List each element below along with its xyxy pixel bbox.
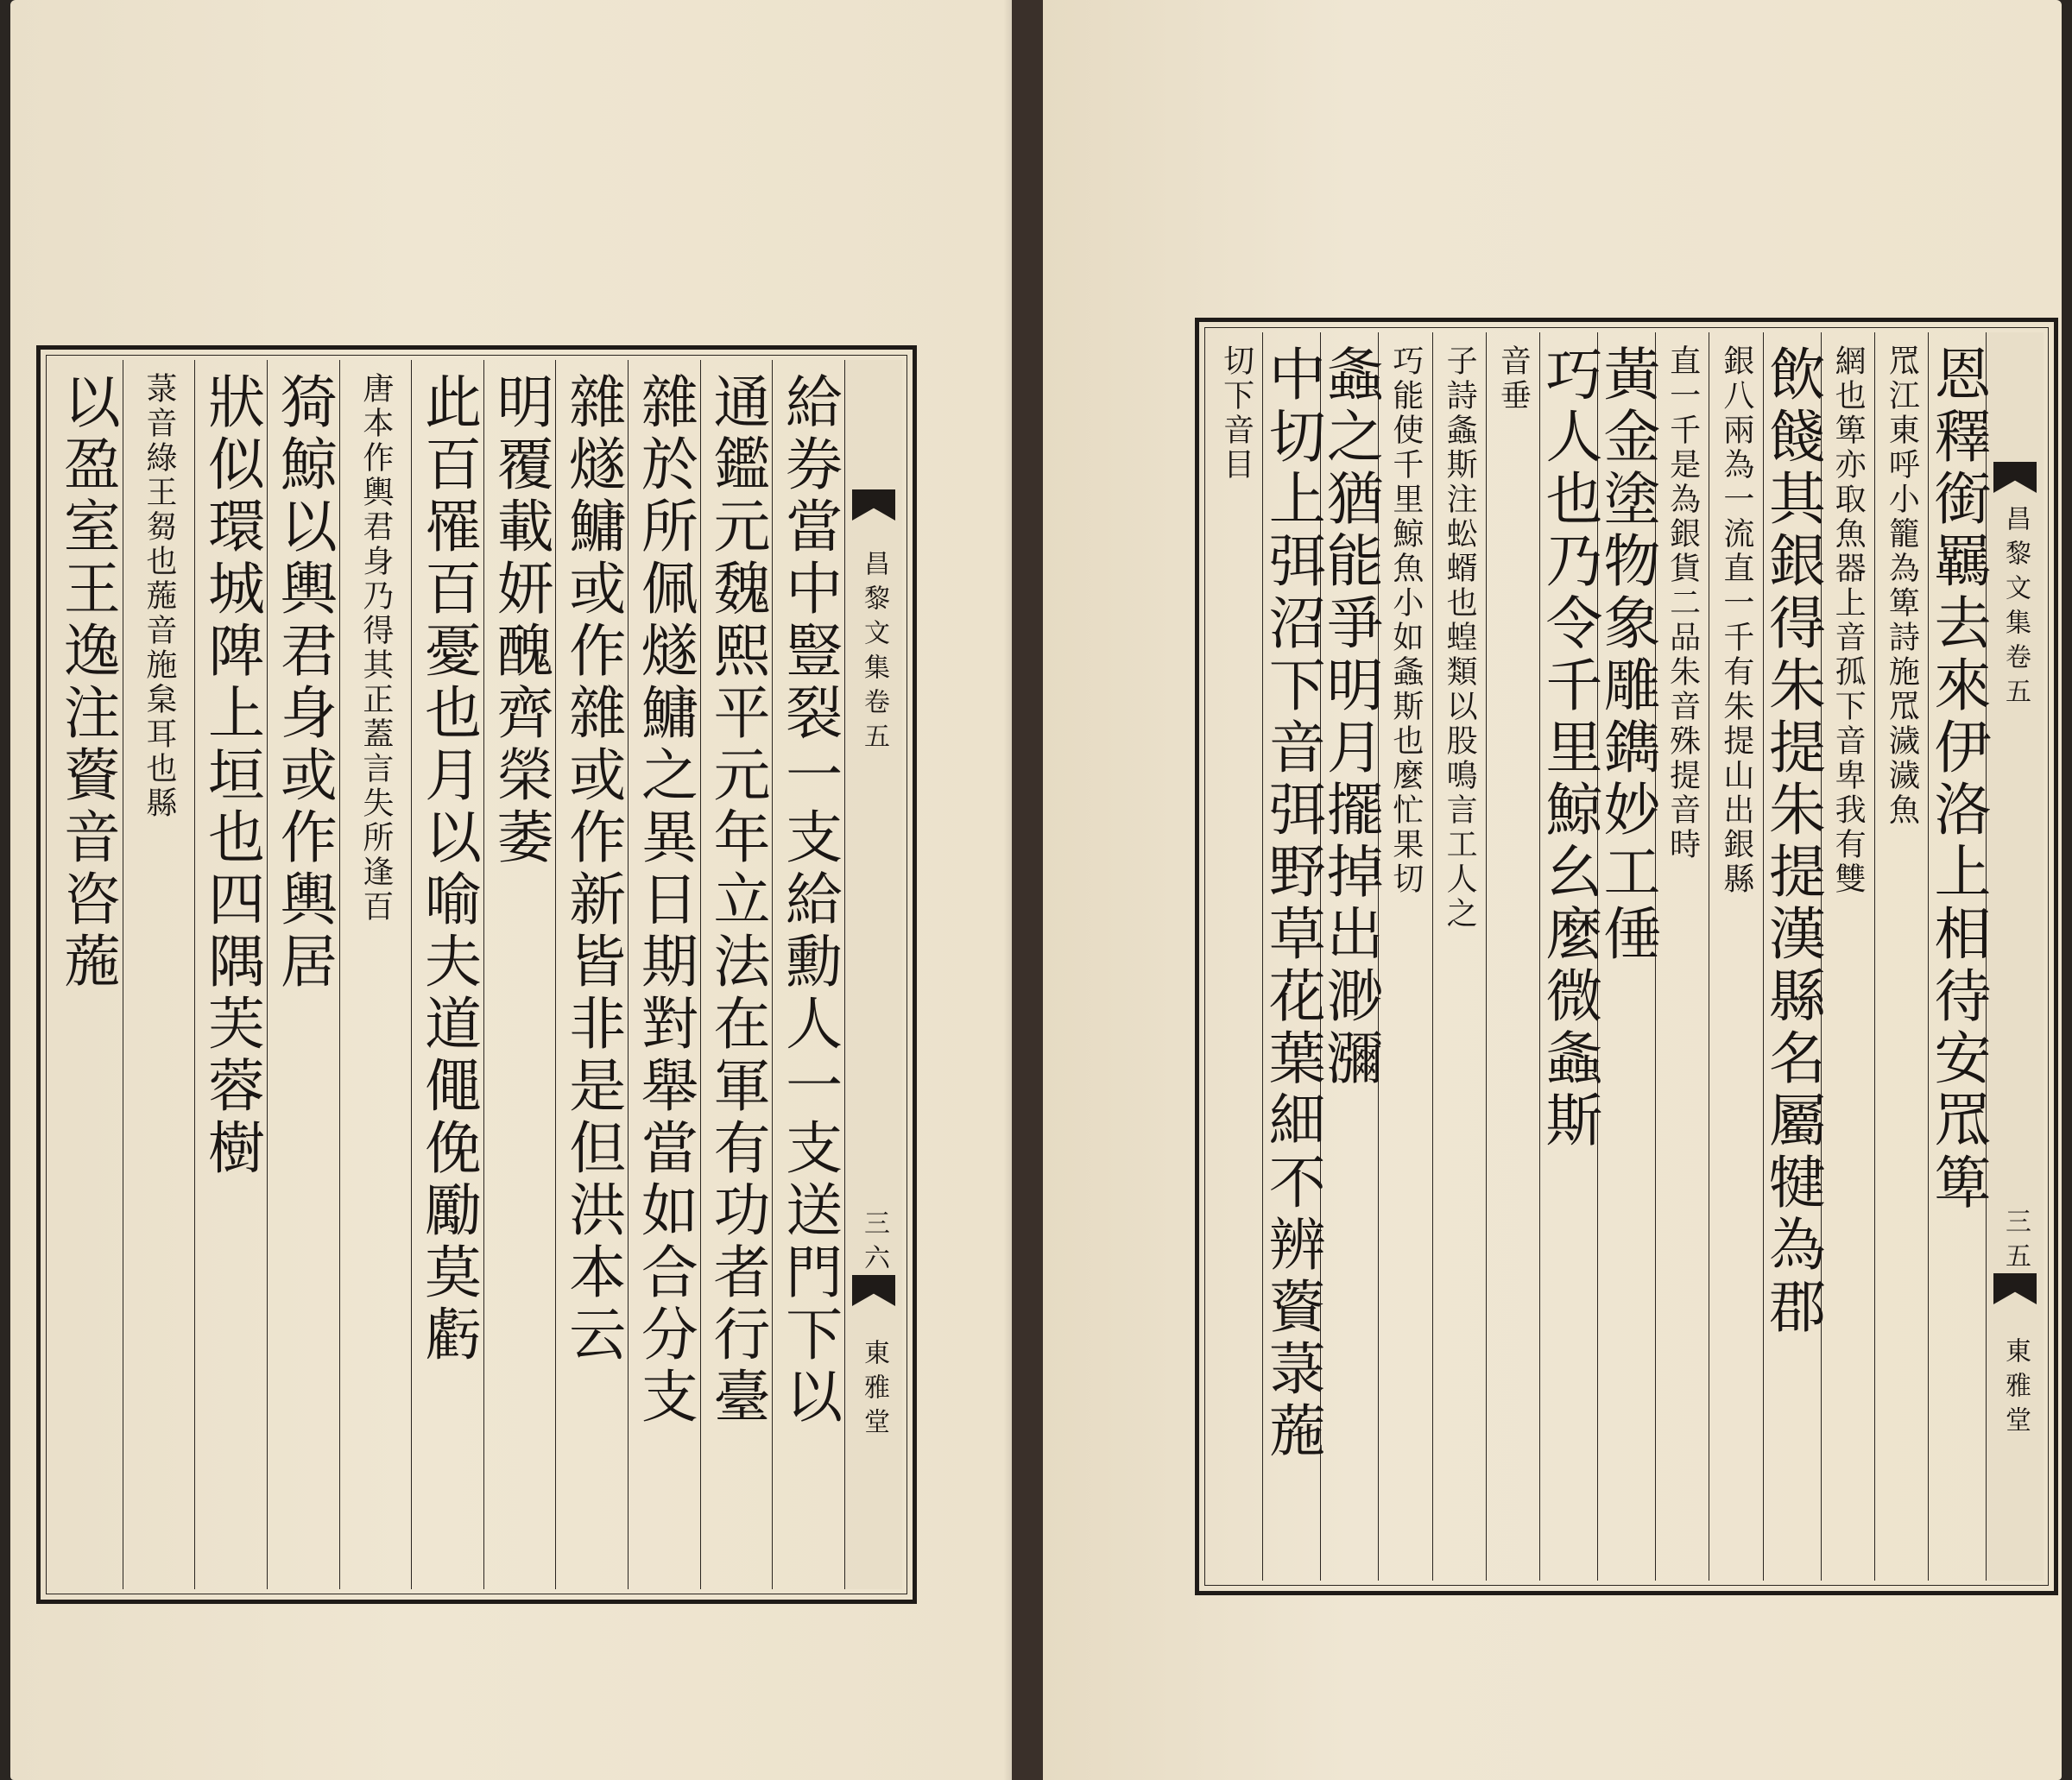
- right-fold-publisher: 東雅堂: [2000, 1337, 2031, 1441]
- left-fold-page-num: 三六: [859, 1209, 889, 1278]
- left-col-10: 通鑑元魏熙平元年立法在軍有功者行臺: [700, 360, 773, 1589]
- right-fold-title: 昌黎文集卷五: [2000, 505, 2031, 712]
- left-col-9: 雜於所佩燧鱅之異日期對舉當如合分支: [628, 360, 700, 1589]
- left-col-5: 唐本作輿君身乃得其正蓋言失所逢百: [339, 360, 412, 1589]
- left-fold-column: [844, 360, 902, 1589]
- left-col-11: 給券當中豎裂一支給勳人一支送門下以: [772, 360, 844, 1589]
- left-col-3: 狀似環城陴上垣也四隅芙蓉樹: [194, 360, 267, 1589]
- right-col-4: 飲餞其銀得朱提朱提漢縣名屬犍為郡: [1763, 332, 1821, 1581]
- left-columns: [51, 360, 902, 1589]
- left-fold-title: 昌黎文集卷五: [859, 550, 889, 757]
- right-col-3: 網也箄亦取魚器上音孤下音卑我有雙: [1821, 332, 1874, 1581]
- left-col-7: 明覆載妍醜齊榮萎: [483, 360, 556, 1589]
- right-col-8: 巧人也乃令千里鯨幺麼微螽斯: [1539, 332, 1597, 1581]
- right-col-12: 螽之猶能爭明月擺掉出渺瀰: [1320, 332, 1378, 1581]
- right-col-2: 罛江東呼小籠為箄詩施罛濊濊魚: [1874, 332, 1928, 1581]
- right-fold-page-num: 三五: [2000, 1208, 2031, 1277]
- left-col-4: 猗鯨以輿君身或作輿居: [267, 360, 339, 1589]
- left-fold-publisher: 東雅堂: [859, 1339, 889, 1442]
- book-spine: [1012, 0, 1043, 1780]
- right-col-13: 中切上弭沼下音弭野草花葉細不辨薋菉葹: [1262, 332, 1320, 1581]
- right-text-frame: [1195, 318, 2058, 1595]
- left-text-frame: [36, 345, 917, 1604]
- left-col-1: 以盈室王逸注薋音咨葹: [54, 372, 121, 994]
- left-col-2: 菉音綠王芻也葹音施枲耳也縣: [123, 360, 195, 1589]
- right-columns: [1210, 332, 2044, 1581]
- right-col-5: 銀八兩為一流直一千有朱提山出銀縣: [1709, 332, 1762, 1581]
- right-fold-column: [1986, 332, 2044, 1581]
- right-col-6: 直一千是為銀貨二品朱音殊提音時: [1655, 332, 1709, 1581]
- left-col-8: 雜燧鱅或作雜或作新皆非是但洪本云: [555, 360, 628, 1589]
- right-col-7: 黃金塗物象雕鐫妙工倕: [1597, 332, 1655, 1581]
- left-col-6: 此百罹百憂也月以喻夫道僶俛勵莫虧: [411, 360, 483, 1589]
- right-col-1: 恩釋銜羈去來伊洛上相待安罛箄: [1928, 332, 1986, 1581]
- right-col-9: 音垂: [1486, 332, 1539, 1581]
- right-col-14: 切下音目: [1218, 344, 1254, 483]
- right-col-10: 子詩螽斯注蚣蝑也蝗類以股鳴言工人之: [1432, 332, 1486, 1581]
- right-col-11: 巧能使千里鯨魚小如螽斯也麼忙果切: [1378, 332, 1431, 1581]
- left-page: [10, 0, 1012, 1780]
